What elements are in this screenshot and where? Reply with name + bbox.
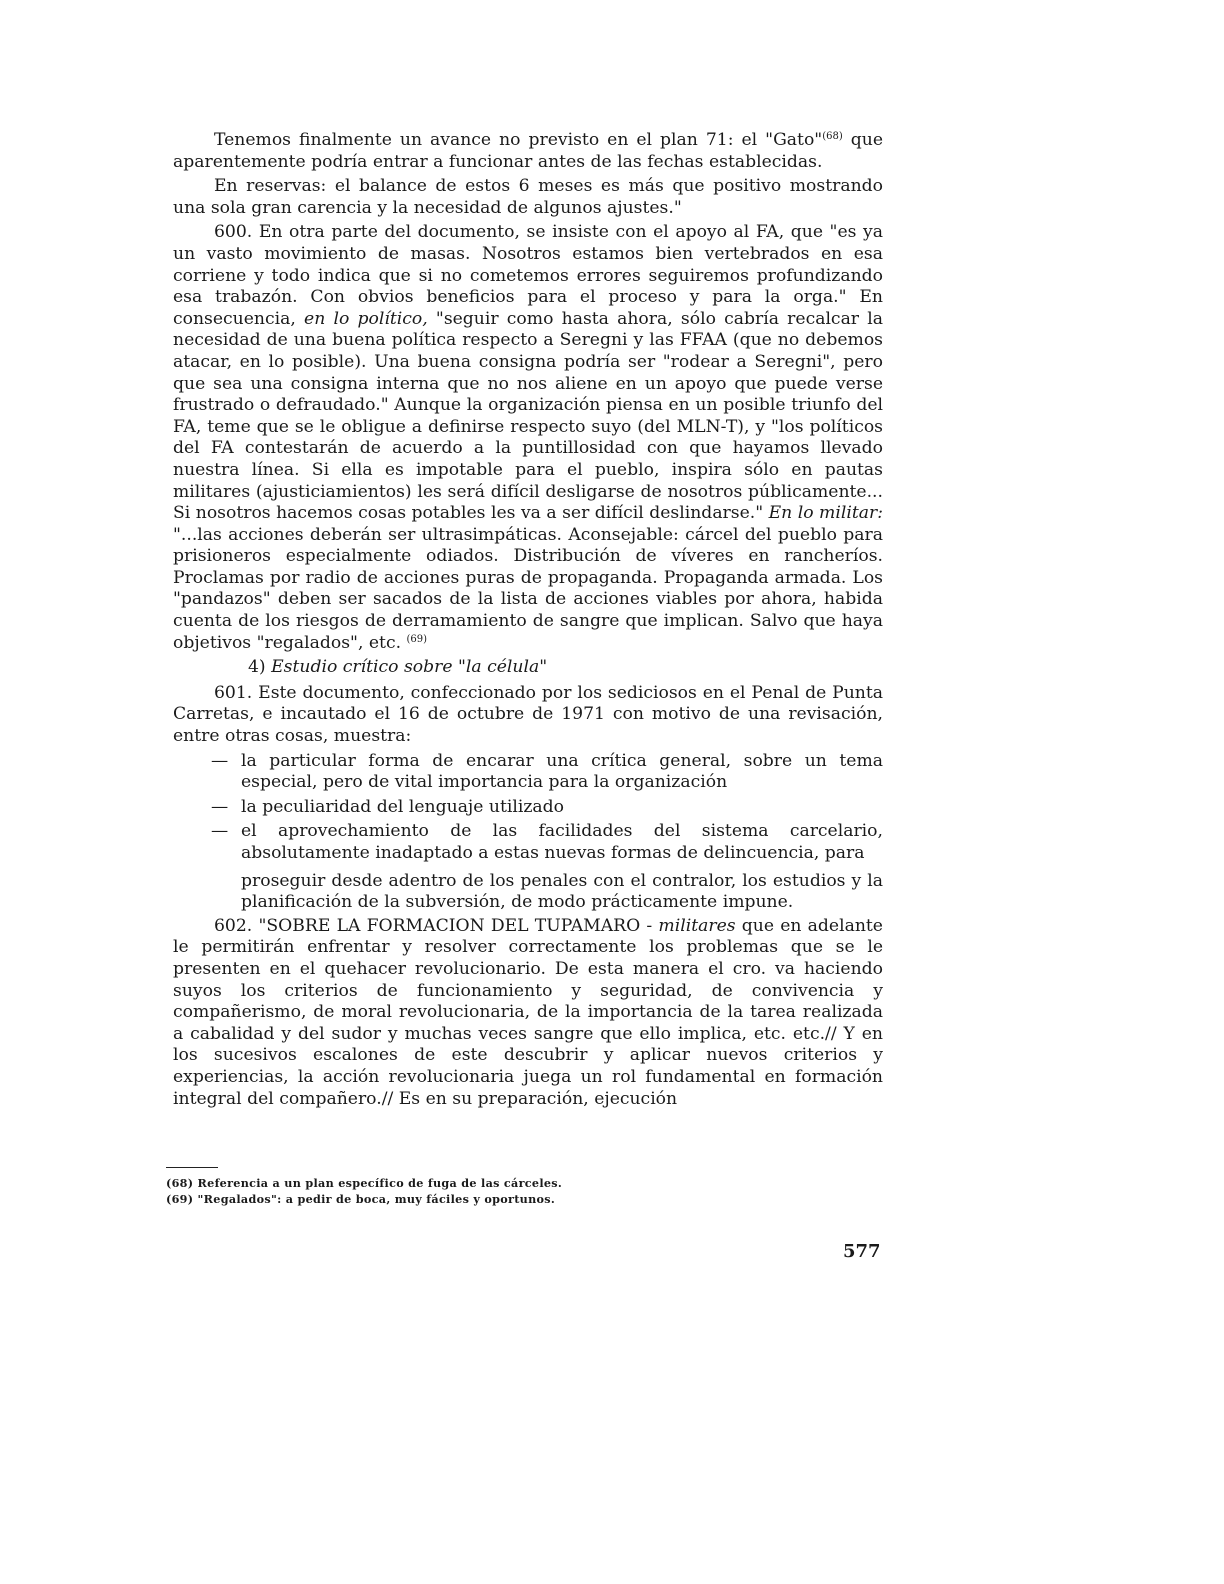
section-number: 4) xyxy=(248,657,266,678)
paragraph-600 xyxy=(173,222,883,654)
paragraph-602 xyxy=(173,916,883,1110)
footnote-69: (69) "Regalados": a pedir de boca, muy fáciles y oportunos. xyxy=(166,1192,556,1206)
paragraph-text: que aparentemente podría entrar a funcionar antes de las fechas establecidas. xyxy=(173,130,883,172)
italic-phrase: En lo militar: xyxy=(763,503,883,524)
footnote-ref-68: (68) xyxy=(822,131,843,142)
paragraph-601: 601. Este documento, confeccionado por los sediciosos en el Penal de Punta Carretas, e incautado el 16 de octubre de 1971 con motivo de una revisación, entre otras cosas, muestra: xyxy=(173,682,883,747)
paragraph-text: "seguir como hasta ahora, sólo cabría recalcar la necesidad de una buena política respecto a Seregni y las FFAA (que no debemos atacar, en lo posible). Una buena consigna podría ser "rodear a Seregni", pero que sea una consigna interna que no nos aliene en un apoyo que puede verse frustrado o defraudado." Aunque la organización piensa en un posible triunfo del FA, teme que se le obligue a definirse respecto suyo (del MLN-T), y "los políticos del FA contestarán de acuerdo a la puntillosidad con que hayamos llevado nuestra línea. Si ella es impotable para el pueblo, inspira sólo en pautas militares (ajusticiamientos) les será difícil desligarse de nosotros públicamente... Si nosotros hacemos cosas potables les va a ser difícil deslindarse." xyxy=(173,308,883,524)
page-number: 577 xyxy=(843,1241,881,1262)
paragraph-reservas: En reservas: el balance de estos 6 meses es más que positivo mostrando una sola gran carencia y la necesidad de algunos ajustes." xyxy=(173,176,883,218)
list-item-text: la peculiaridad del lenguaje utilizado xyxy=(241,796,565,817)
dash-bullet: — xyxy=(211,750,229,771)
section-title: Estudio crítico sobre "la célula" xyxy=(271,657,548,678)
list-item-text: el aprovechamiento de las facilidades del sistema carcelario, absolutamente inadaptado a estas nuevas formas de delincuencia, para xyxy=(241,821,883,863)
list-item xyxy=(173,797,883,819)
footnote-divider xyxy=(166,1167,218,1168)
list-item-text: la particular forma de encarar una crítica general, sobre un tema especial, pero de vital importancia para la organización xyxy=(241,750,883,793)
footnote-ref-69: (69) xyxy=(406,633,428,645)
list-item xyxy=(173,751,883,794)
paragraph-text: "...las acciones deberán ser ultrasimpáticas. Aconsejable: cárcel del pueblo para prisioneros especialmente odiados. Distribución de víveres en rancheríos. Proclamas por radio de acciones puras de propaganda. Propaganda armada. Los "pandazos" deben ser sacados de la lista de acciones viables por ahora, habida cuenta de los riesgos de derramamiento de sangre que implican. Salvo que haya objetivos "regalados", etc. xyxy=(173,524,883,653)
list-item xyxy=(173,821,883,864)
footnote-68: (68) Referencia a un plan específico de fuga de las cárceles. xyxy=(166,1176,563,1190)
dash-bullet: — xyxy=(211,796,229,817)
footnotes xyxy=(166,1175,886,1207)
list-item-continuation: proseguir desde adentro de los penales con el contralor, los estudios y la planificación de la subversión, de modo prácticamente impune. xyxy=(241,870,883,913)
body-text xyxy=(173,130,883,1113)
paragraph-text: 602. "SOBRE LA FORMACION DEL TUPAMARO - xyxy=(214,915,653,936)
italic-phrase: militares xyxy=(652,915,736,936)
paragraph-text: 600. En otra parte del documento, se insiste con el apoyo al FA, que "es ya un vasto movimiento de masas. Nosotros estamos bien vertebrados en esa corriene y todo indica que si no cometemos errores seguiremos profundizando esa trabazón. Con obvios beneficios para el proceso y para la orga." En consecuencia, xyxy=(173,222,883,329)
dash-list xyxy=(173,751,883,914)
italic-phrase: en lo político, xyxy=(295,308,428,329)
paragraph-text: que en adelante le permitirán enfrentar y resolver correctamente los problemas que se le presenten en el quehacer revolucionario. De esta manera el cro. va haciendo suyos los criterios de funcionamiento y seguridad, de convivencia y compañerismo, de moral revolucionaria, de la importancia de la tarea realizada a cabalidad y del sudor y muchas veces sangre que ello implica, etc. etc.// Y en los sucesivos escalones de este descubrir y aplicar nuevos criterios y experiencias, la acción revolucionaria juega un rol fundamental en formación integral del compañero.// Es en su preparación, ejecución xyxy=(173,915,883,1109)
section-heading xyxy=(173,657,883,679)
dash-bullet: — xyxy=(211,821,229,842)
paragraph-text: Tenemos finalmente un avance no previsto en el plan 71: el "Gato" xyxy=(214,130,823,150)
paragraph-intro xyxy=(173,130,883,173)
